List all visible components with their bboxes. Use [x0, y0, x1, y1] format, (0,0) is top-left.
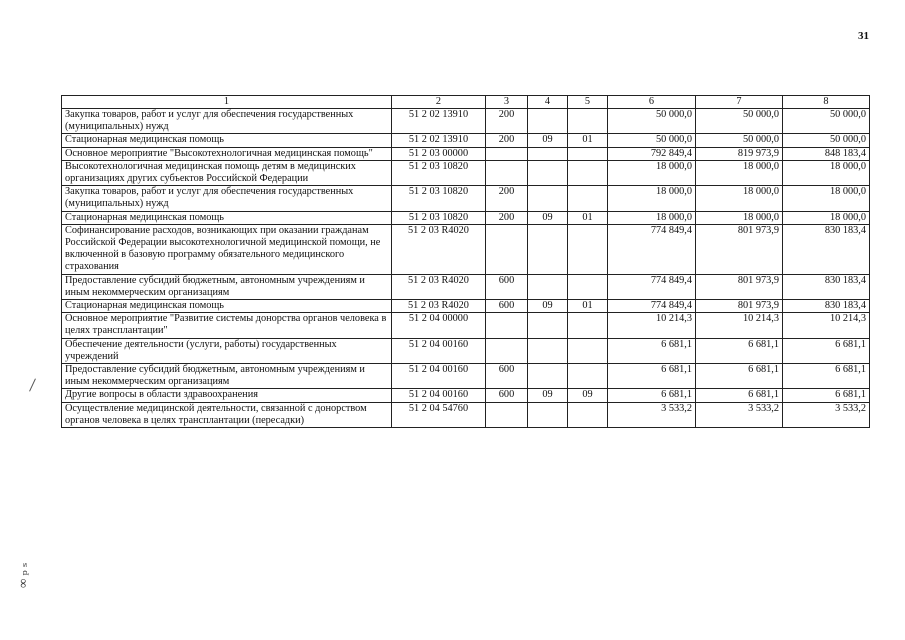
table-row: [62, 313, 870, 338]
row-name-cell: Стационарная медицинская помощь: [62, 134, 392, 147]
row-subsection-cell: [568, 274, 608, 299]
row-amount-cell: 6 681,1: [608, 364, 696, 389]
header-cell: 8: [783, 96, 870, 109]
row-amount-cell: 10 214,3: [608, 313, 696, 338]
row-code-cell: 51 2 04 54760: [392, 402, 486, 427]
table-row: [62, 186, 870, 211]
row-subsection-cell: [568, 186, 608, 211]
row-name-cell: Предоставление субсидий бюджетным, автономным учреждениям и иным некоммерческим организациям: [62, 274, 392, 299]
row-section-cell: 09: [528, 211, 568, 224]
row-amount-cell: 50 000,0: [608, 134, 696, 147]
row-amount-cell: 774 849,4: [608, 224, 696, 274]
row-name-cell: Обеспечение деятельности (услуги, работы) государственных учреждений: [62, 338, 392, 363]
row-code-cell: 51 2 03 10820: [392, 160, 486, 185]
budget-table: [61, 95, 870, 428]
row-subsection-cell: [568, 224, 608, 274]
header-cell: 6: [608, 96, 696, 109]
row-name-cell: Предоставление субсидий бюджетным, автономным учреждениям и иным некоммерческим организациям: [62, 364, 392, 389]
row-name-cell: Осуществление медицинской деятельности, связанной с донорством органов человека в целях трансплантации (пересадки): [62, 402, 392, 427]
row-amount-cell: 50 000,0: [696, 134, 783, 147]
row-amount-cell: 18 000,0: [696, 186, 783, 211]
row-name-cell: Стационарная медицинская помощь: [62, 300, 392, 313]
row-amount-cell: 50 000,0: [783, 134, 870, 147]
row-amount-cell: 830 183,4: [783, 224, 870, 274]
row-code-cell: 51 2 03 R4020: [392, 300, 486, 313]
row-code-cell: 51 2 03 10820: [392, 186, 486, 211]
row-expense-type-cell: [486, 147, 528, 160]
row-amount-cell: 6 681,1: [696, 389, 783, 402]
row-amount-cell: 3 533,2: [608, 402, 696, 427]
row-name-cell: Высокотехнологичная медицинская помощь детям в медицинских организациях других субъектов Российской Федерации: [62, 160, 392, 185]
row-amount-cell: 848 183,4: [783, 147, 870, 160]
page-number: 31: [858, 30, 869, 42]
row-expense-type-cell: [486, 402, 528, 427]
row-amount-cell: 6 681,1: [783, 364, 870, 389]
row-code-cell: 51 2 04 00160: [392, 364, 486, 389]
row-name-cell: Стационарная медицинская помощь: [62, 211, 392, 224]
header-cell: 2: [392, 96, 486, 109]
row-amount-cell: 792 849,4: [608, 147, 696, 160]
header-cell: 5: [568, 96, 608, 109]
table-row: [62, 364, 870, 389]
row-amount-cell: 830 183,4: [783, 274, 870, 299]
row-section-cell: [528, 338, 568, 363]
row-section-cell: [528, 109, 568, 134]
row-expense-type-cell: 600: [486, 274, 528, 299]
row-code-cell: 51 2 04 00000: [392, 313, 486, 338]
row-code-cell: 51 2 02 13910: [392, 109, 486, 134]
row-amount-cell: 801 973,9: [696, 274, 783, 299]
table-header-row: [62, 96, 870, 109]
row-subsection-cell: [568, 364, 608, 389]
row-amount-cell: 774 849,4: [608, 300, 696, 313]
table-row: [62, 134, 870, 147]
table-row: [62, 224, 870, 274]
row-code-cell: 51 2 03 R4020: [392, 274, 486, 299]
row-amount-cell: 3 533,2: [783, 402, 870, 427]
row-code-cell: 51 2 04 00160: [392, 338, 486, 363]
table-row: [62, 274, 870, 299]
row-name-cell: Основное мероприятие "Развитие системы донорства органов человека в целях трансплантации": [62, 313, 392, 338]
row-subsection-cell: [568, 402, 608, 427]
row-section-cell: 09: [528, 389, 568, 402]
row-expense-type-cell: 200: [486, 109, 528, 134]
row-section-cell: [528, 402, 568, 427]
row-code-cell: 51 2 03 10820: [392, 211, 486, 224]
row-amount-cell: 10 214,3: [783, 313, 870, 338]
row-subsection-cell: 01: [568, 134, 608, 147]
row-subsection-cell: [568, 313, 608, 338]
row-name-cell: Закупка товаров, работ и услуг для обеспечения государственных (муниципальных) нужд: [62, 109, 392, 134]
header-cell: 4: [528, 96, 568, 109]
row-amount-cell: 18 000,0: [608, 211, 696, 224]
row-expense-type-cell: [486, 160, 528, 185]
row-amount-cell: 774 849,4: [608, 274, 696, 299]
margin-mark: ∞ ₚ ₛ: [15, 562, 30, 588]
row-amount-cell: 6 681,1: [608, 389, 696, 402]
table-row: [62, 402, 870, 427]
row-expense-type-cell: 600: [486, 300, 528, 313]
row-amount-cell: 18 000,0: [696, 160, 783, 185]
row-amount-cell: 6 681,1: [783, 389, 870, 402]
row-expense-type-cell: 200: [486, 211, 528, 224]
table-row: [62, 211, 870, 224]
header-cell: 1: [62, 96, 392, 109]
row-expense-type-cell: [486, 313, 528, 338]
margin-tick: [29, 378, 36, 391]
table-row: [62, 147, 870, 160]
row-amount-cell: 830 183,4: [783, 300, 870, 313]
row-amount-cell: 18 000,0: [783, 186, 870, 211]
row-section-cell: 09: [528, 300, 568, 313]
row-amount-cell: 801 973,9: [696, 224, 783, 274]
table-row: [62, 338, 870, 363]
row-subsection-cell: [568, 338, 608, 363]
row-subsection-cell: 01: [568, 300, 608, 313]
row-amount-cell: 18 000,0: [783, 211, 870, 224]
row-subsection-cell: 09: [568, 389, 608, 402]
row-subsection-cell: 01: [568, 211, 608, 224]
table-row: [62, 160, 870, 185]
row-expense-type-cell: [486, 224, 528, 274]
row-section-cell: [528, 186, 568, 211]
row-code-cell: 51 2 03 R4020: [392, 224, 486, 274]
row-subsection-cell: [568, 109, 608, 134]
row-code-cell: 51 2 02 13910: [392, 134, 486, 147]
row-expense-type-cell: 600: [486, 389, 528, 402]
row-code-cell: 51 2 03 00000: [392, 147, 486, 160]
row-amount-cell: 6 681,1: [783, 338, 870, 363]
row-section-cell: [528, 160, 568, 185]
row-name-cell: Основное мероприятие "Высокотехнологичная медицинская помощь": [62, 147, 392, 160]
row-name-cell: Софинансирование расходов, возникающих при оказании гражданам Российской Федерации высокотехнологичной медицинской помощи, не включенной в базовую программу обязательного медицинского страхования: [62, 224, 392, 274]
row-section-cell: [528, 274, 568, 299]
row-name-cell: Закупка товаров, работ и услуг для обеспечения государственных (муниципальных) нужд: [62, 186, 392, 211]
row-amount-cell: 801 973,9: [696, 300, 783, 313]
table-row: [62, 300, 870, 313]
row-amount-cell: 18 000,0: [608, 160, 696, 185]
row-code-cell: 51 2 04 00160: [392, 389, 486, 402]
row-amount-cell: 50 000,0: [696, 109, 783, 134]
row-section-cell: [528, 224, 568, 274]
row-amount-cell: 18 000,0: [696, 211, 783, 224]
row-expense-type-cell: 200: [486, 134, 528, 147]
row-section-cell: [528, 313, 568, 338]
header-cell: 7: [696, 96, 783, 109]
row-section-cell: [528, 147, 568, 160]
row-amount-cell: 18 000,0: [608, 186, 696, 211]
row-amount-cell: 6 681,1: [608, 338, 696, 363]
row-section-cell: 09: [528, 134, 568, 147]
header-cell: 3: [486, 96, 528, 109]
table-row: [62, 389, 870, 402]
row-amount-cell: 10 214,3: [696, 313, 783, 338]
row-subsection-cell: [568, 160, 608, 185]
table-row: [62, 109, 870, 134]
row-amount-cell: 3 533,2: [696, 402, 783, 427]
row-amount-cell: 6 681,1: [696, 338, 783, 363]
row-section-cell: [528, 364, 568, 389]
row-amount-cell: 50 000,0: [608, 109, 696, 134]
row-amount-cell: 18 000,0: [783, 160, 870, 185]
row-amount-cell: 819 973,9: [696, 147, 783, 160]
row-name-cell: Другие вопросы в области здравоохранения: [62, 389, 392, 402]
row-expense-type-cell: 200: [486, 186, 528, 211]
row-amount-cell: 6 681,1: [696, 364, 783, 389]
row-amount-cell: 50 000,0: [783, 109, 870, 134]
row-subsection-cell: [568, 147, 608, 160]
row-expense-type-cell: [486, 338, 528, 363]
row-expense-type-cell: 600: [486, 364, 528, 389]
